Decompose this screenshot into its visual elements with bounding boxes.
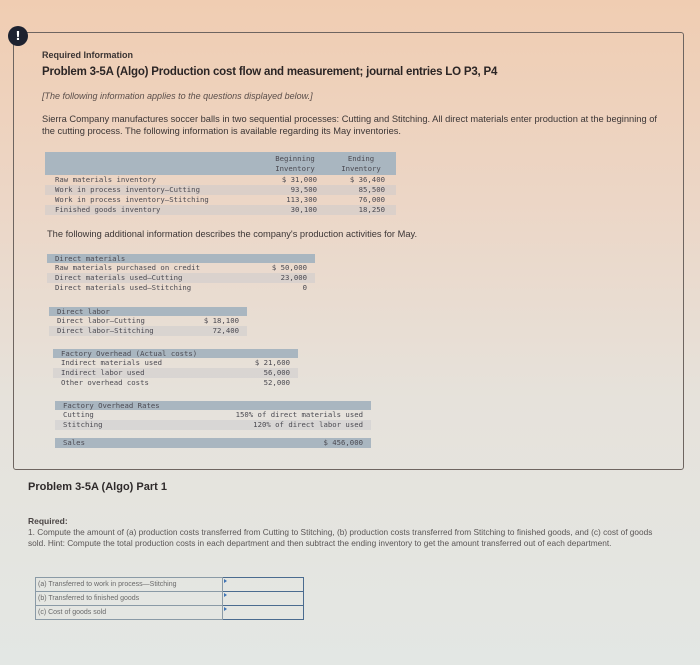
answer-label: (c) Cost of goods sold — [36, 606, 223, 620]
row-label: Raw materials inventory — [55, 175, 157, 184]
answer-label: (a) Transferred to work in process—Stitching — [36, 578, 223, 592]
input-marker-icon — [224, 593, 227, 597]
row-label: Stitching — [63, 420, 103, 429]
ending-value: 85,500 — [358, 185, 385, 194]
intro-paragraph: Sierra Company manufactures soccer balls in two sequential processes: Cutting and Stitching. All direct materials enter production at the beginning of the cutting process. The following information is available regarding its May inventories. — [42, 114, 657, 136]
table-row — [47, 283, 315, 293]
section-header: Factory Overhead (Actual costs) — [53, 349, 298, 358]
row-label: Direct materials used—Cutting — [55, 273, 183, 282]
input-marker-icon — [224, 607, 227, 611]
ending-value: 76,000 — [358, 195, 385, 204]
row-value: $ 50,000 — [271, 263, 307, 272]
row-value: 150% of direct materials used — [235, 410, 363, 419]
ending-value: 18,250 — [358, 205, 385, 214]
row-label: Cutting — [63, 410, 94, 419]
row-label: Direct labor—Stitching — [57, 326, 154, 335]
inventory-table-header — [45, 152, 396, 175]
row-label: Direct materials used—Stitching — [55, 283, 192, 292]
table-row — [49, 326, 247, 336]
table-row — [45, 185, 396, 195]
row-value: $ 18,100 — [203, 316, 239, 325]
answer-input-cell[interactable] — [223, 578, 304, 592]
row-label: Finished goods inventory — [55, 205, 161, 214]
input-marker-icon — [224, 579, 227, 583]
beginning-value: 93,500 — [290, 185, 317, 194]
sales-header — [55, 438, 371, 448]
row-value: 0 — [302, 283, 307, 292]
row-label: Other overhead costs — [61, 378, 149, 387]
sales-label: Sales — [63, 438, 85, 447]
beginning-value: 113,300 — [286, 195, 317, 204]
direct-materials-table — [47, 254, 315, 293]
inventory-table — [45, 152, 396, 215]
transferred-to-finished-goods-input[interactable] — [223, 591, 307, 606]
column-label: Beginning — [275, 154, 315, 163]
factory-overhead-rates-table — [55, 401, 371, 430]
column-label: Inventory — [341, 164, 381, 173]
required-information-heading: Required Information — [42, 50, 134, 60]
row-value: $ 21,600 — [254, 358, 290, 367]
section-header: Direct labor — [49, 307, 247, 316]
required-label: Required: — [28, 516, 68, 526]
row-value: 56,000 — [263, 368, 290, 377]
table-row — [53, 378, 298, 388]
section-header: Factory Overhead Rates — [55, 401, 371, 410]
factory-overhead-actual-table — [53, 349, 298, 388]
row-value: 52,000 — [263, 378, 290, 387]
sales-row — [55, 438, 371, 448]
row-label: Raw materials purchased on credit — [55, 263, 200, 272]
table-row — [45, 205, 396, 215]
row-label: Work in process inventory—Stitching — [55, 195, 209, 204]
row-label: Work in process inventory—Cutting — [55, 185, 200, 194]
row-label: Indirect materials used — [61, 358, 163, 367]
problem-title: Problem 3-5A (Algo) Production cost flow and measurement; journal entries LO P3, P4 — [42, 66, 498, 78]
table-row — [55, 420, 371, 430]
section-header: Direct materials — [47, 254, 315, 263]
table-row — [55, 410, 371, 420]
answer-table — [35, 577, 304, 620]
answer-input-cell[interactable] — [223, 606, 304, 620]
answer-label: (b) Transferred to finished goods — [36, 592, 223, 606]
column-label: Inventory — [275, 164, 315, 173]
table-row — [53, 368, 298, 378]
answer-input-cell[interactable] — [223, 592, 304, 606]
table-row — [53, 358, 298, 368]
answer-row — [36, 606, 304, 620]
part-title: Problem 3-5A (Algo) Part 1 — [28, 481, 167, 493]
ending-value: $ 36,400 — [349, 175, 385, 184]
row-label: Indirect labor used — [61, 368, 145, 377]
table-row — [45, 175, 396, 185]
row-label: Direct labor—Cutting — [57, 316, 145, 325]
answer-row — [36, 592, 304, 606]
info-note: [The following information applies to the questions displayed below.] — [42, 91, 313, 101]
row-value: 120% of direct labor used — [253, 420, 363, 429]
answer-row — [36, 578, 304, 592]
table-row — [47, 263, 315, 273]
table-row — [45, 195, 396, 205]
direct-labor-table — [49, 307, 247, 336]
beginning-value: 30,100 — [290, 205, 317, 214]
alert-icon: ! — [8, 26, 28, 46]
sales-value: $ 456,000 — [323, 438, 363, 447]
required-text: 1. Compute the amount of (a) production costs transferred from Cutting to Stitching, (b) production costs transferred from Stitching to finished goods, and (c) cost of goods sold. Hint: Compute the total production costs in each department and then subtract the ending inventory to get the amount transferred out of each department. — [28, 527, 653, 548]
beginning-value: $ 31,000 — [281, 175, 317, 184]
transferred-to-wip-stitching-input[interactable] — [223, 577, 307, 592]
column-ending-inventory — [333, 154, 389, 174]
column-label: Ending — [347, 154, 375, 163]
table-row — [47, 273, 315, 283]
additional-info-paragraph: The following additional information describes the company's production activities for May. — [47, 229, 418, 239]
row-value: 23,000 — [280, 273, 307, 282]
cost-of-goods-sold-input[interactable] — [223, 605, 307, 620]
table-row — [49, 316, 247, 326]
row-value: 72,400 — [212, 326, 239, 335]
column-beginning-inventory — [267, 154, 323, 174]
